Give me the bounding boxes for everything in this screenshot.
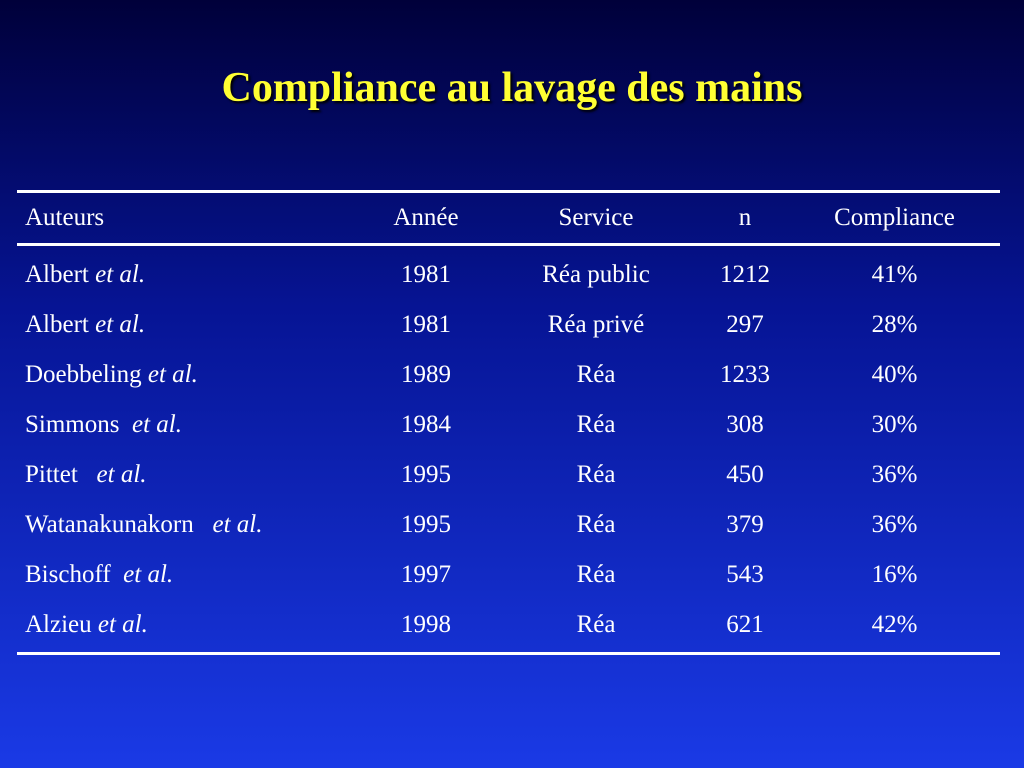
author-cell [17, 400, 361, 450]
header-annee: Année [361, 192, 491, 245]
n-cell: 308 [726, 411, 764, 438]
et-al-text: et al. [96, 461, 147, 488]
n-cell: 297 [726, 311, 764, 338]
et-al-text: et al. [95, 311, 146, 338]
table-row [17, 450, 1000, 500]
service-cell: Réa privé [547, 311, 645, 338]
author-name: Albert [25, 261, 96, 288]
compliance-cell: 40% [871, 361, 918, 388]
author-name: Albert [25, 311, 96, 338]
compliance-cell: 36% [871, 511, 918, 538]
et-al-text: et al. [147, 361, 198, 388]
year-cell: 1984 [401, 411, 451, 438]
compliance-table [17, 190, 1000, 655]
year-cell: 1995 [401, 461, 451, 488]
compliance-cell: 42% [789, 600, 1000, 654]
service-cell: Réa [576, 361, 616, 388]
table-row [17, 500, 1000, 550]
service-cell: Réa public [542, 261, 650, 288]
table-body [17, 245, 1000, 654]
service-cell: Réa [576, 411, 616, 438]
service-cell: Réa [576, 561, 616, 588]
header-auteurs: Auteurs [17, 192, 361, 245]
table-row [17, 550, 1000, 600]
table-row [17, 600, 1000, 654]
year-cell: 1998 [361, 600, 491, 654]
n-cell: 450 [726, 461, 764, 488]
table-row [17, 400, 1000, 450]
service-cell: Réa [576, 511, 616, 538]
table-row [17, 245, 1000, 301]
author-cell [17, 300, 361, 350]
year-cell: 1997 [401, 561, 451, 588]
year-cell: 1981 [401, 311, 451, 338]
header-row [17, 192, 1000, 245]
et-al-text: et al. [123, 561, 174, 588]
compliance-cell: 30% [871, 411, 918, 438]
et-al-text: et al. [212, 511, 263, 538]
year-cell: 1981 [401, 261, 451, 288]
compliance-cell: 28% [871, 311, 918, 338]
header-compliance: Compliance [789, 192, 1000, 245]
author-cell [17, 350, 361, 400]
n-cell: 543 [726, 561, 764, 588]
author-cell [17, 600, 361, 654]
author-cell [17, 500, 361, 550]
header-service: Service [491, 192, 701, 245]
author-name: Pittet [25, 461, 97, 488]
service-cell: Réa [491, 600, 701, 654]
n-cell: 1212 [720, 261, 770, 288]
n-cell: 379 [726, 511, 764, 538]
compliance-cell: 16% [871, 561, 918, 588]
compliance-cell: 36% [871, 461, 918, 488]
compliance-cell: 41% [871, 261, 918, 288]
table-row [17, 350, 1000, 400]
year-cell: 1995 [401, 511, 451, 538]
et-al-text: et al. [95, 261, 146, 288]
et-al-text: et al. [97, 611, 148, 638]
author-name: Bischoff [25, 561, 124, 588]
table-row [17, 300, 1000, 350]
author-name: Alzieu [25, 611, 98, 638]
n-cell: 621 [701, 600, 789, 654]
author-cell [17, 245, 361, 301]
author-name: Doebbeling [25, 361, 148, 388]
slide-title: Compliance au lavage des mains [221, 65, 803, 111]
author-cell [17, 450, 361, 500]
table-header [17, 192, 1000, 245]
header-n: n [701, 192, 789, 245]
author-cell [17, 550, 361, 600]
service-cell: Réa [576, 461, 616, 488]
author-name: Simmons [25, 411, 132, 438]
et-al-text: et al. [131, 411, 182, 438]
author-name: Watanakunakorn [25, 511, 213, 538]
n-cell: 1233 [720, 361, 770, 388]
year-cell: 1989 [401, 361, 451, 388]
